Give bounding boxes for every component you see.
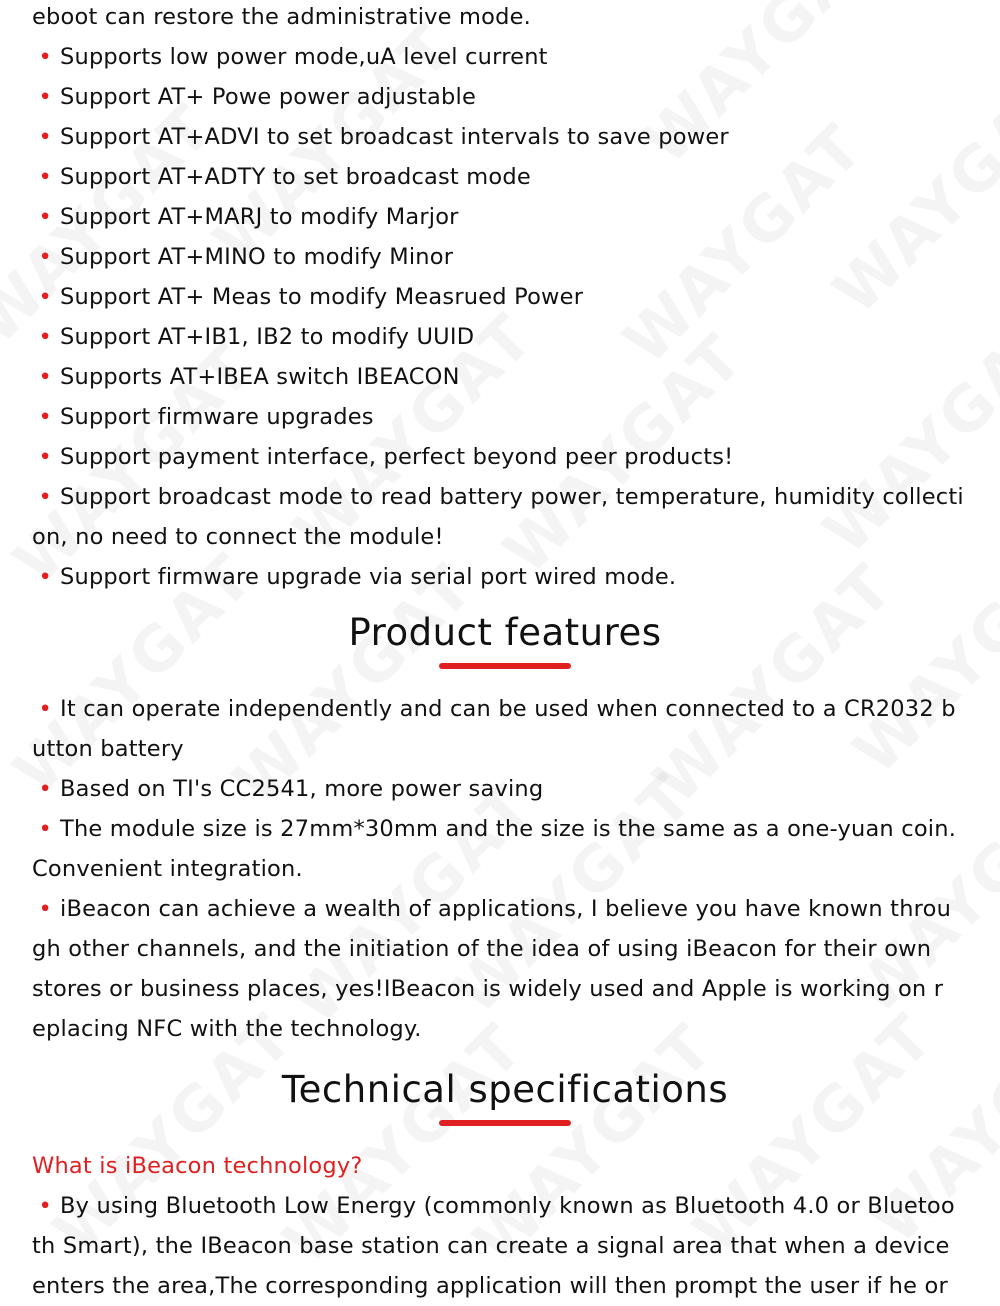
list-item-continuation: eplacing NFC with the technology. [32, 1016, 422, 1042]
bullet-icon: • [38, 44, 52, 70]
list-item: • Support payment interface, perfect beyond peer products! [32, 437, 978, 477]
heading-underline [439, 663, 571, 669]
list-item: • Supports low power mode,uA level current [32, 37, 978, 77]
list-item: • Support AT+IB1, IB2 to modify UUID [32, 317, 978, 357]
section-header-specs [32, 1068, 978, 1126]
list-item-continuation: enters the area,The corresponding application will then prompt the user if he or [32, 1273, 948, 1299]
section-header-features [32, 611, 978, 669]
bullet-icon: • [38, 484, 52, 510]
bullet-icon: • [38, 84, 52, 110]
intro-list [32, 0, 978, 597]
bullet-icon: • [38, 124, 52, 150]
bullet-icon: • [38, 324, 52, 350]
list-item: • Supports AT+IBEA switch IBEACON [32, 357, 978, 397]
list-item: • Support AT+MINO to modify Minor [32, 237, 978, 277]
bullet-icon: • [38, 696, 52, 722]
list-item-continuation: th Smart), the IBeacon base station can create a signal area that when a device [32, 1233, 950, 1259]
section-title: Technical specifications [281, 1068, 729, 1111]
bullet-icon: • [38, 244, 52, 270]
list-item: • The module size is 27mm*30mm and the size is the same as a one-yuan coin. [32, 809, 978, 849]
bullet-icon: • [38, 444, 52, 470]
list-item-continuation: utton battery [32, 736, 184, 762]
features-list [32, 689, 978, 1049]
list-item: • It can operate independently and can be used when connected to a CR2032 b [32, 689, 978, 729]
list-item: • Based on TI's CC2541, more power saving [32, 769, 978, 809]
list-item-continuation: stores or business places, yes!IBeacon is widely used and Apple is working on r [32, 976, 944, 1002]
bullet-icon: • [38, 284, 52, 310]
list-item: • Support firmware upgrades [32, 397, 978, 437]
bullet-icon: • [38, 896, 52, 922]
bullet-icon: • [38, 164, 52, 190]
bullet-icon: • [38, 816, 52, 842]
list-item-continuation: on, no need to connect the module! [32, 524, 444, 550]
list-item: • Support firmware upgrade via serial port wired mode. [32, 557, 978, 597]
list-item-continuation: gh other channels, and the initiation of the idea of using iBeacon for their own [32, 936, 932, 962]
subheading: What is iBeacon technology? [32, 1153, 363, 1179]
list-item: eboot can restore the administrative mode. [32, 4, 532, 30]
list-item-continuation: Convenient integration. [32, 856, 303, 882]
list-item: • Support broadcast mode to read battery power, temperature, humidity collecti [32, 477, 978, 517]
bullet-icon: • [38, 364, 52, 390]
list-item: • Support AT+ADVI to set broadcast intervals to save power [32, 117, 978, 157]
bullet-icon: • [38, 776, 52, 802]
bullet-icon: • [38, 564, 52, 590]
list-item: • By using Bluetooth Low Energy (commonly known as Bluetooth 4.0 or Bluetoo [32, 1186, 978, 1226]
bullet-icon: • [38, 404, 52, 430]
bullet-icon: • [38, 204, 52, 230]
bullet-icon: • [38, 1193, 52, 1219]
specs-list [32, 1146, 978, 1306]
section-title: Product features [348, 611, 662, 654]
list-item: • Support AT+MARJ to modify Marjor [32, 197, 978, 237]
list-item: • Support AT+ Powe power adjustable [32, 77, 978, 117]
list-item: • iBeacon can achieve a wealth of applications, I believe you have known throu [32, 889, 978, 929]
heading-underline [439, 1120, 571, 1126]
list-item: • Support AT+ADTY to set broadcast mode [32, 157, 978, 197]
list-item: • Support AT+ Meas to modify Measrued Power [32, 277, 978, 317]
